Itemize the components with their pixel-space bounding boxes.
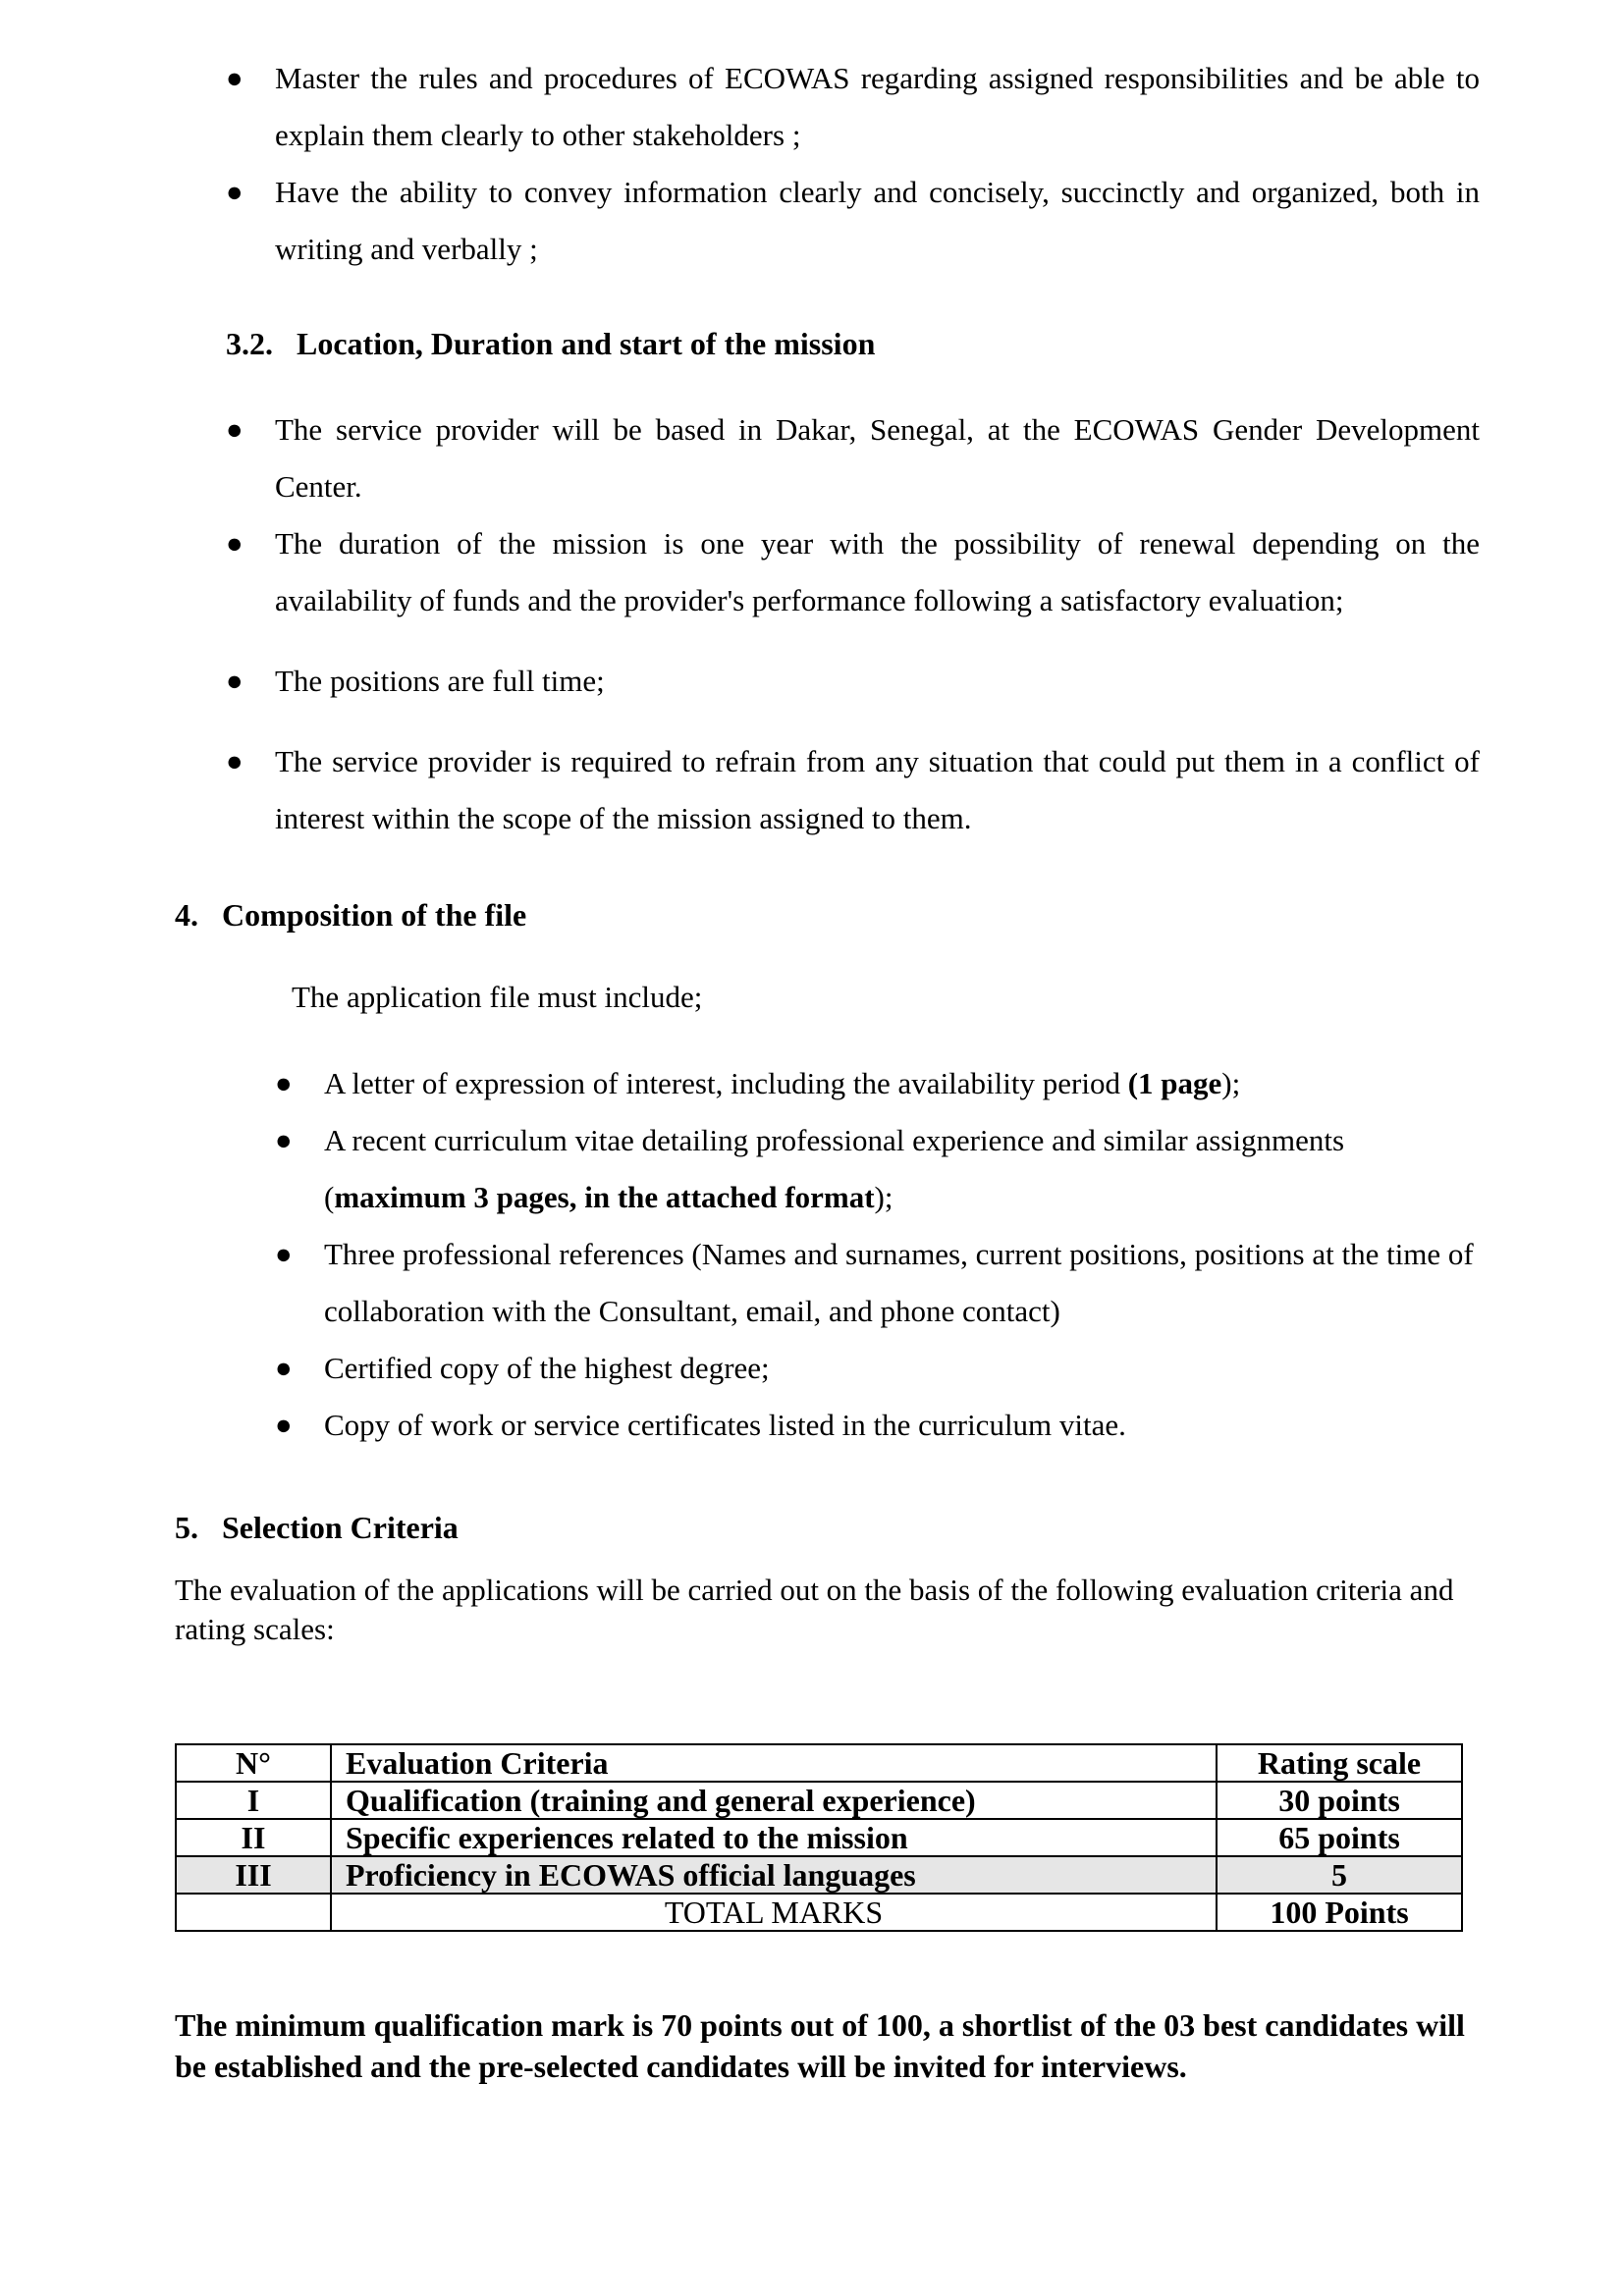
table-cell: Proficiency in ECOWAS official languages	[331, 1856, 1217, 1894]
section4-list	[275, 1055, 1480, 1454]
bullet-dot-icon: ●	[226, 746, 244, 777]
table-header-row	[176, 1744, 1462, 1782]
table-cell: III	[176, 1856, 331, 1894]
table-header-cell: Evaluation Criteria	[331, 1744, 1217, 1782]
evaluation-criteria-table	[175, 1743, 1463, 1932]
table-cell: 5	[1217, 1856, 1462, 1894]
bullet-dot-icon: ●	[226, 528, 244, 560]
list-item: ● Master the rules and procedures of ECOWAS regarding assigned responsibilities and be able to explain them clearly to other stakeholders ;	[226, 50, 1480, 164]
section-5-heading: 5. Selection Criteria	[175, 1510, 459, 1545]
table-total-row	[176, 1894, 1462, 1931]
list-item: ● Copy of work or service certificates listed in the curriculum vitae.	[275, 1397, 1480, 1454]
bullet-dot-icon: ●	[275, 1068, 293, 1099]
list-item: ● Three professional references (Names and surnames, current positions, positions at the time of collaboration with the Consultant, email, and phone contact)	[275, 1226, 1480, 1340]
list-item: ● The duration of the mission is one year with the possibility of renewal depending on the availability of funds and the provider's performance following a satisfactory evaluation;	[226, 515, 1480, 629]
table-row	[176, 1819, 1462, 1856]
bullet-dot-icon: ●	[275, 1125, 293, 1156]
table-cell: Specific experiences related to the mission	[331, 1819, 1217, 1856]
section3-2-list	[226, 401, 1480, 847]
section3-top-list	[226, 50, 1480, 278]
bullet-dot-icon: ●	[226, 414, 244, 446]
table-row	[176, 1782, 1462, 1819]
list-item: ● The service provider will be based in Dakar, Senegal, at the ECOWAS Gender Development Center.	[226, 401, 1480, 515]
table-cell: 30 points	[1217, 1782, 1462, 1819]
bullet-dot-icon: ●	[226, 63, 244, 94]
list-item: ● Have the ability to convey information clearly and concisely, succinctly and organized, both in writing and verbally ;	[226, 164, 1480, 278]
section-4-heading: 4. Composition of the file	[175, 897, 527, 933]
section-4-intro: The application file must include;	[292, 980, 703, 1014]
bullet-dot-icon: ●	[275, 1353, 293, 1384]
total-marks-label: TOTAL MARKS	[331, 1894, 1217, 1931]
table-header-cell: Rating scale	[1217, 1744, 1462, 1782]
table-cell	[176, 1894, 331, 1931]
table-cell: 65 points	[1217, 1819, 1462, 1856]
table-cell: I	[176, 1782, 331, 1819]
minimum-mark-statement: The minimum qualification mark is 70 points out of 100, a shortlist of the 03 best candidates will be established and the pre-selected candidates will be invited for interviews.	[175, 2007, 1465, 2084]
total-marks-value: 100 Points	[1217, 1894, 1462, 1931]
table-cell: II	[176, 1819, 331, 1856]
bullet-dot-icon: ●	[275, 1239, 293, 1270]
section-5-intro: The evaluation of the applications will be carried out on the basis of the following evaluation criteria and rating scales:	[175, 1573, 1454, 1646]
list-item: ● A letter of expression of interest, including the availability period (1 page);	[275, 1055, 1480, 1112]
table-row	[176, 1856, 1462, 1894]
bullet-dot-icon: ●	[226, 666, 244, 697]
list-item: ● A recent curriculum vitae detailing professional experience and similar assignments (maximum 3 pages, in the attached format);	[275, 1112, 1480, 1226]
bullet-dot-icon: ●	[226, 177, 244, 208]
bullet-dot-icon: ●	[275, 1410, 293, 1441]
table-cell: Qualification (training and general experience)	[331, 1782, 1217, 1819]
list-item: ● The service provider is required to refrain from any situation that could put them in a conflict of interest within the scope of the mission assigned to them.	[226, 733, 1480, 847]
list-item: ● Certified copy of the highest degree;	[275, 1340, 1480, 1397]
table-header-cell: N°	[176, 1744, 331, 1782]
section-3-2-heading: 3.2. Location, Duration and start of the mission	[226, 326, 876, 361]
list-item: ● The positions are full time;	[226, 653, 1480, 710]
